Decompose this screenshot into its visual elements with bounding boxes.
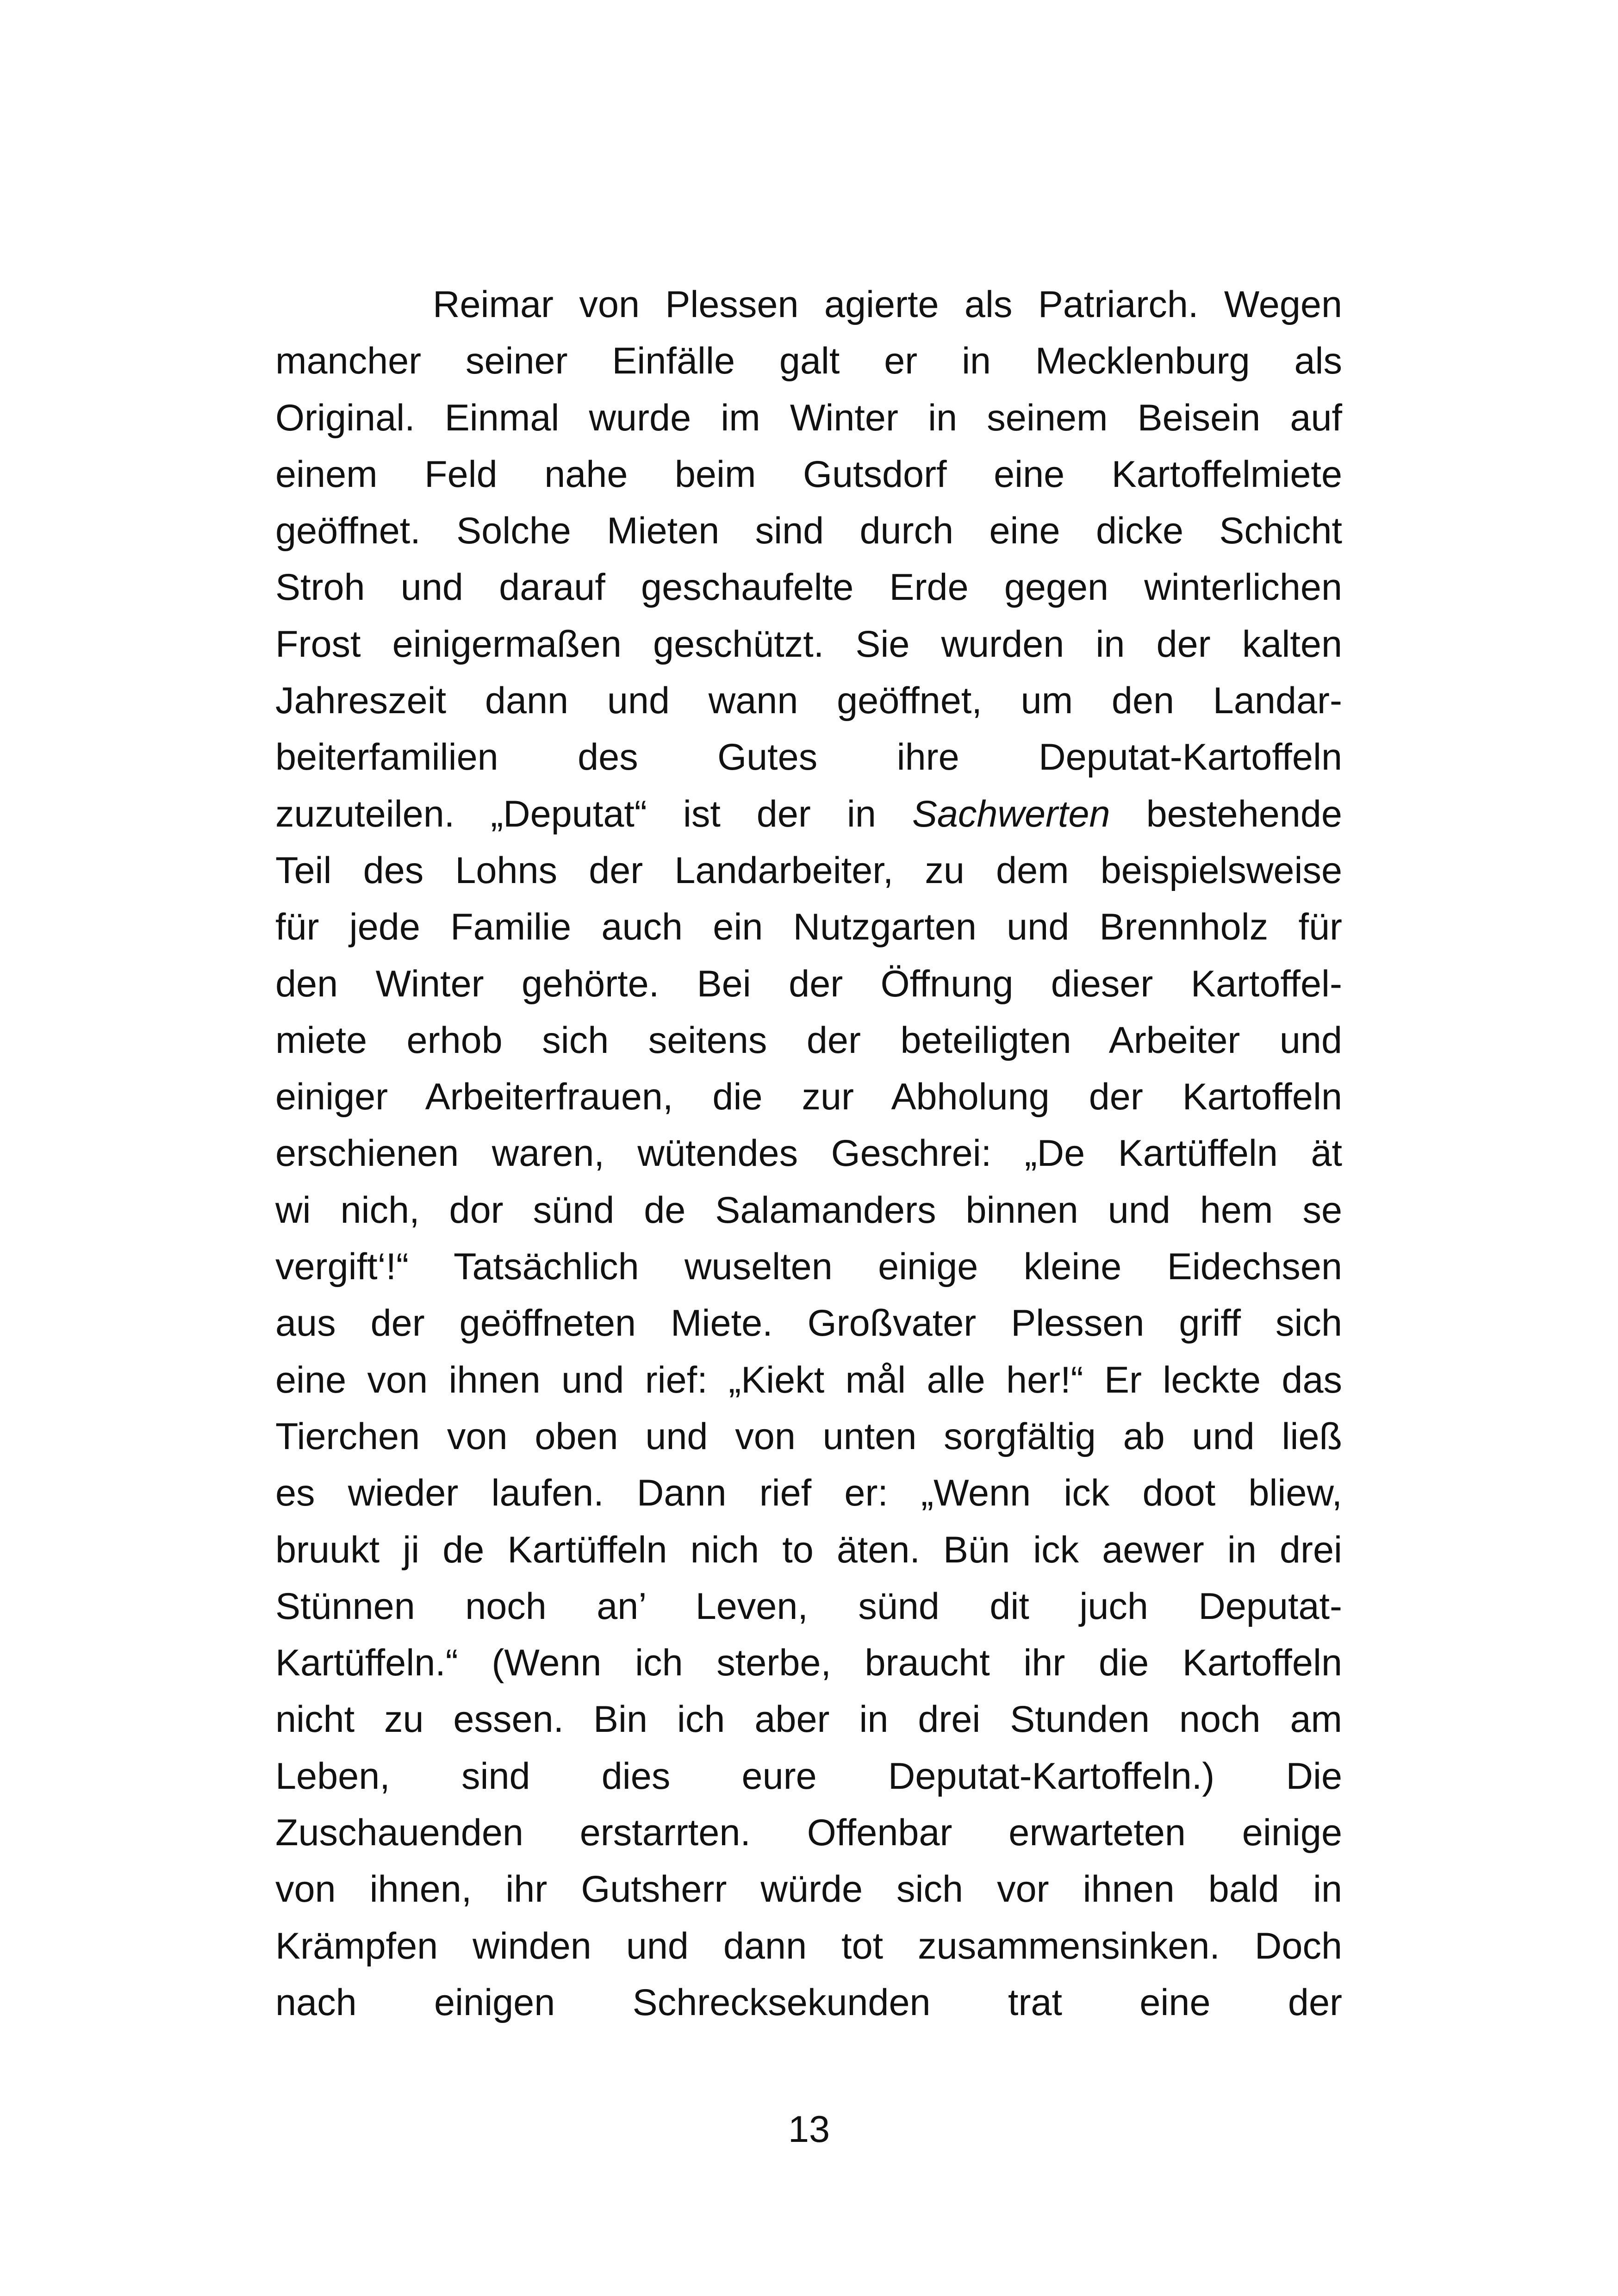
text-line: Kartüffeln.“ (Wenn ich sterbe, braucht ihr die Kartoffeln — [275, 1642, 1342, 1684]
italic-term: Sachwerten — [912, 793, 1110, 835]
text-line: Krämpfen winden und dann tot zusammensinken. Doch — [275, 1925, 1342, 1967]
text-line: Frost einigermaßen geschützt. Sie wurden in der kalten — [275, 623, 1342, 665]
text-line: vergift‘!“ Tatsächlich wuselten einige kleine Eidechsen — [275, 1246, 1342, 1288]
text-line: miete erhob sich seitens der beteiligten Arbeiter und — [275, 1019, 1342, 1061]
text-line: Zuschauenden erstarrten. Offenbar erwarteten einige — [275, 1812, 1342, 1854]
text-line: von ihnen, ihr Gutsherr würde sich vor ihnen bald in — [275, 1868, 1342, 1910]
text-line: geöffnet. Solche Mieten sind durch eine dicke Schicht — [275, 510, 1342, 552]
text-line: Tierchen von oben und von unten sorgfältig ab und ließ — [275, 1415, 1342, 1457]
text-line: Stünnen noch an’ Leven, sünd dit juch Deputat- — [275, 1585, 1342, 1627]
text-line: mancher seiner Einfälle galt er in Mecklenburg als — [275, 340, 1342, 382]
text-line: Teil des Lohns der Landarbeiter, zu dem beispielsweise — [275, 849, 1342, 891]
text-line: Stroh und darauf geschaufelte Erde gegen winterlichen — [275, 566, 1342, 609]
text-line: Jahreszeit dann und wann geöffnet, um den Landar- — [275, 680, 1342, 722]
text-line-start: zuzuteilen. „Deputat“ ist der in — [275, 793, 876, 835]
text-line: Reimar von Plessen agierte als Patriarch. Wegen — [433, 284, 1342, 325]
body-text — [275, 276, 1342, 2031]
text-line: nach einigen Schrecksekunden trat eine der — [275, 1981, 1342, 2023]
text-line: nicht zu essen. Bin ich aber in drei Stunden noch am — [275, 1699, 1342, 1741]
text-line: einem Feld nahe beim Gutsdorf eine Kartoffelmiete — [275, 453, 1342, 495]
text-line-end: bestehende — [1146, 793, 1342, 835]
text-line-with-italic — [275, 786, 1342, 842]
text-line: beiterfamilien des Gutes ihre Deputat-Kartoffeln — [275, 736, 1342, 778]
text-line: es wieder laufen. Dann rief er: „Wenn ick doot bliew, — [275, 1472, 1342, 1514]
text-line: aus der geöffneten Miete. Großvater Plessen griff sich — [275, 1302, 1342, 1344]
text-line: Original. Einmal wurde im Winter in seinem Beisein auf — [275, 397, 1342, 439]
text-line: wi nich, dor sünd de Salamanders binnen und hem se — [275, 1189, 1342, 1231]
text-line: eine von ihnen und rief: „Kiekt mål alle her!“ Er leckte das — [275, 1359, 1342, 1401]
text-line: für jede Familie auch ein Nutzgarten und Brennholz für — [275, 906, 1342, 948]
text-line: bruukt ji de Kartüffeln nich to äten. Bün ick aewer in drei — [275, 1529, 1342, 1571]
text-line: den Winter gehörte. Bei der Öffnung dieser Kartoffel- — [275, 963, 1342, 1005]
text-line: einiger Arbeiterfrauen, die zur Abholung der Kartoffeln — [275, 1076, 1342, 1118]
text-line: Leben, sind dies eure Deputat-Kartoffeln.) Die — [275, 1755, 1342, 1797]
text-line: erschienen waren, wütendes Geschrei: „De Kartüffeln ät — [275, 1132, 1342, 1175]
page-number: 13 — [788, 2109, 830, 2150]
